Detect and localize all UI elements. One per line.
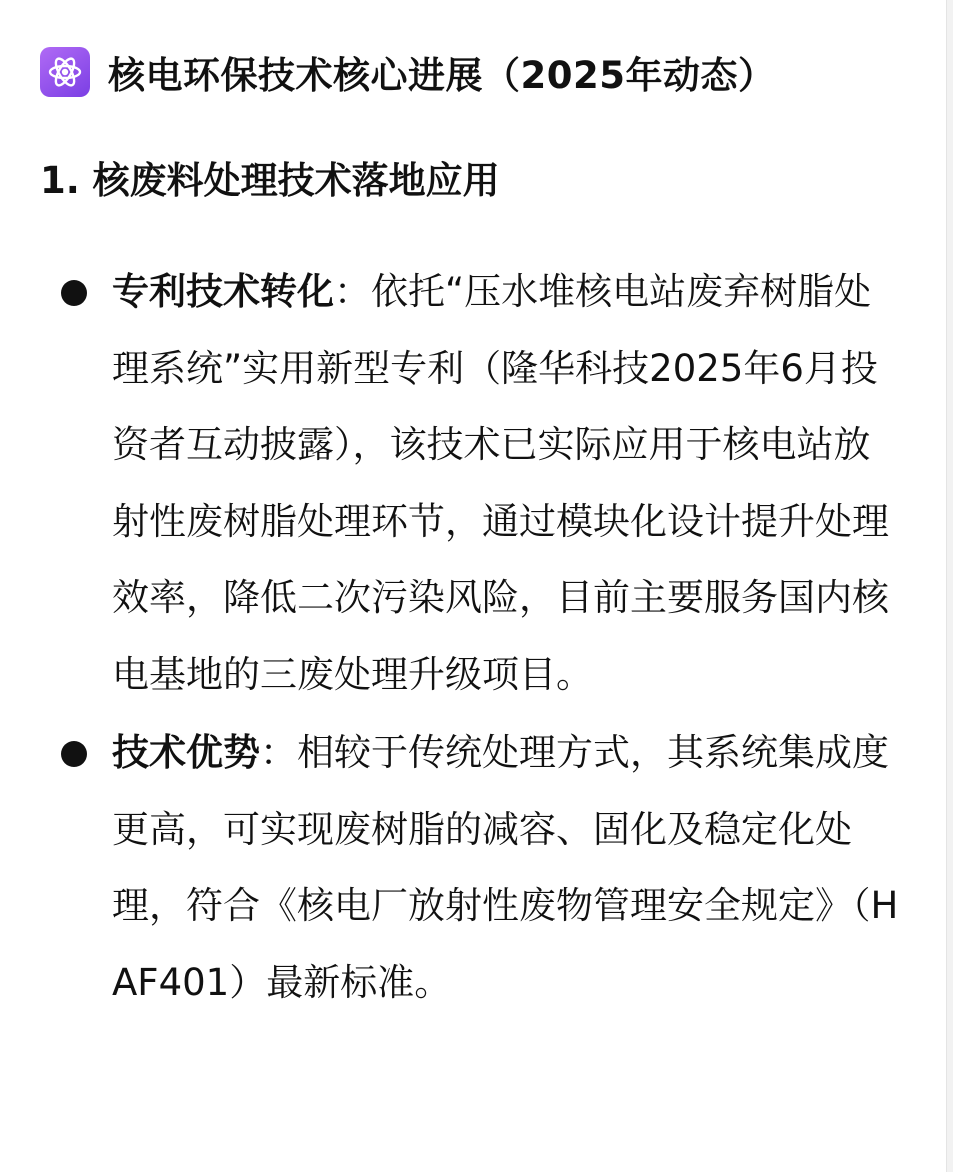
atom-icon [40,47,90,97]
section-heading: 1. 核废料处理技术落地应用 [40,159,500,202]
page-title: 核电环保技术核心进展（2025年动态） [108,54,776,97]
scrollbar[interactable] [946,0,953,1172]
list-item-body: ：相较于传统处理方式，其系统集成度更高，可实现废树脂的减容、固化及稳定化处理，符合《核电厂放射性废物管理安全规定》（HAF401）最新标准。 [112,731,899,1004]
title-row [40,40,910,104]
list-item-text [112,715,904,1021]
bullet-icon [61,280,87,306]
bullet-icon [61,741,87,767]
list-item-body: ：依托“压水堆核电站废弃树脂处理系统”实用新型专利（隆华科技2025年6月投资者互动披露），该技术已实际应用于核电站放射性废树脂处理环节，通过模块化设计提升处理效率，降低二次污染风险，目前主要服务国内核电基地的三废处理升级项目。 [112,270,889,696]
list-item [40,254,910,713]
message-content [40,40,910,1023]
bullet-list [40,254,910,1021]
list-item [40,715,910,1021]
list-item-label: 专利技术转化 [112,270,334,313]
list-item-text [112,254,904,713]
list-item-label: 技术优势 [112,731,260,774]
